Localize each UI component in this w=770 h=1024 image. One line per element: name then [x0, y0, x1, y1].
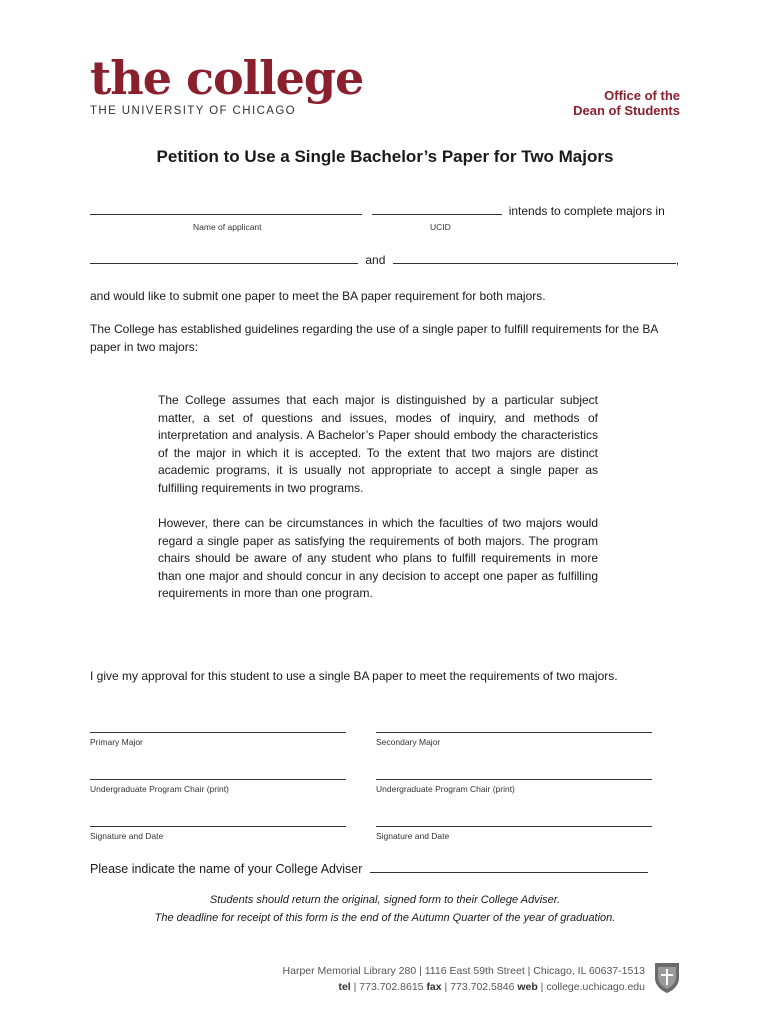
ucid-caption: UCID	[430, 222, 451, 232]
chair-right-label: Undergraduate Program Chair (print)	[376, 784, 515, 794]
university-shield-icon	[654, 962, 680, 994]
footer-contacts: tel | 773.702.8615 fax | 773.702.5846 web | college.uchicago.edu	[338, 981, 645, 993]
web-link[interactable]: college.uchicago.edu	[546, 981, 645, 993]
office-line-1: Office of the	[604, 88, 680, 103]
primary-major-label: Primary Major	[90, 737, 143, 747]
quote-paragraph-1: The College assumes that each major is distinguished by a particular subject matter, a set of questions and issues, modes of inquiry, and methods of interpretation and analysis. A Bachelor’s Paper should embody the characteristics of the major in which it is accepted. To the extent that two majors are distinct academic programs, it is usually not appropriate to accept a single paper as fulfilling requirements in two programs.	[158, 393, 598, 495]
ucid-field[interactable]	[372, 203, 502, 215]
and-text: and	[365, 253, 386, 267]
major-1-field[interactable]	[90, 252, 358, 264]
paragraph-submit: and would like to submit one paper to meet the BA paper requirement for both majors.	[90, 289, 546, 303]
page-title: Petition to Use a Single Bachelor’s Paper for Two Majors	[156, 147, 614, 166]
footer-address: Harper Memorial Library 280 | 1116 East 59th Street | Chicago, IL 60637-1513	[282, 965, 645, 977]
major-2-field[interactable]	[393, 252, 676, 264]
signature-left-field[interactable]	[90, 826, 346, 827]
logo-subtitle: THE UNIVERSITY OF CHICAGO	[90, 105, 297, 117]
intends-text: intends to complete majors in	[508, 204, 665, 218]
footer-contact	[283, 963, 645, 995]
college-logo	[90, 51, 364, 117]
name-caption: Name of applicant	[193, 222, 262, 232]
fax-number: 773.702.5846	[450, 981, 515, 993]
secondary-major-field[interactable]	[376, 732, 652, 733]
chair-left-field[interactable]	[90, 779, 346, 780]
signature-right-field[interactable]	[376, 826, 652, 827]
quote-paragraph-2: However, there can be circumstances in which the faculties of two majors would regard a single paper as satisfying the requirements of both majors. The program chairs should be aware of any student who plans to fulfill requirements in more than one major and should concur in any decision to accept one paper as fulfilling requirements in more than one program.	[158, 516, 598, 600]
tel-number: 773.702.8615	[359, 981, 424, 993]
office-name	[573, 88, 680, 118]
logo-wordmark: the college	[90, 51, 364, 105]
signature-right-label: Signature and Date	[376, 831, 450, 841]
deadline-note: The deadline for receipt of this form is the end of the Autumn Quarter of the year of graduation.	[154, 912, 616, 924]
adviser-name-field[interactable]	[370, 861, 648, 873]
secondary-major-label: Secondary Major	[376, 737, 441, 747]
tel-label: tel	[338, 981, 351, 993]
chair-right-field[interactable]	[376, 779, 652, 780]
adviser-row	[90, 861, 648, 876]
applicant-row	[90, 203, 665, 218]
signature-left-label: Signature and Date	[90, 831, 164, 841]
web-label: web	[517, 981, 538, 993]
majors-row	[90, 252, 679, 267]
applicant-name-field[interactable]	[90, 203, 362, 215]
adviser-label: Please indicate the name of your College Adviser	[90, 862, 363, 876]
approval-statement: I give my approval for this student to use a single BA paper to meet the requirements of two majors.	[90, 669, 618, 683]
paragraph-guidelines: The College has established guidelines regarding the use of a single paper to fulfill requirements for the BA paper in two majors:	[90, 322, 658, 354]
chair-left-label: Undergraduate Program Chair (print)	[90, 784, 229, 794]
fax-label: fax	[426, 981, 442, 993]
comma-text: ,	[675, 253, 680, 267]
primary-major-field[interactable]	[90, 732, 346, 733]
return-note: Students should return the original, signed form to their College Adviser.	[209, 894, 561, 906]
office-line-2: Dean of Students	[573, 103, 680, 118]
